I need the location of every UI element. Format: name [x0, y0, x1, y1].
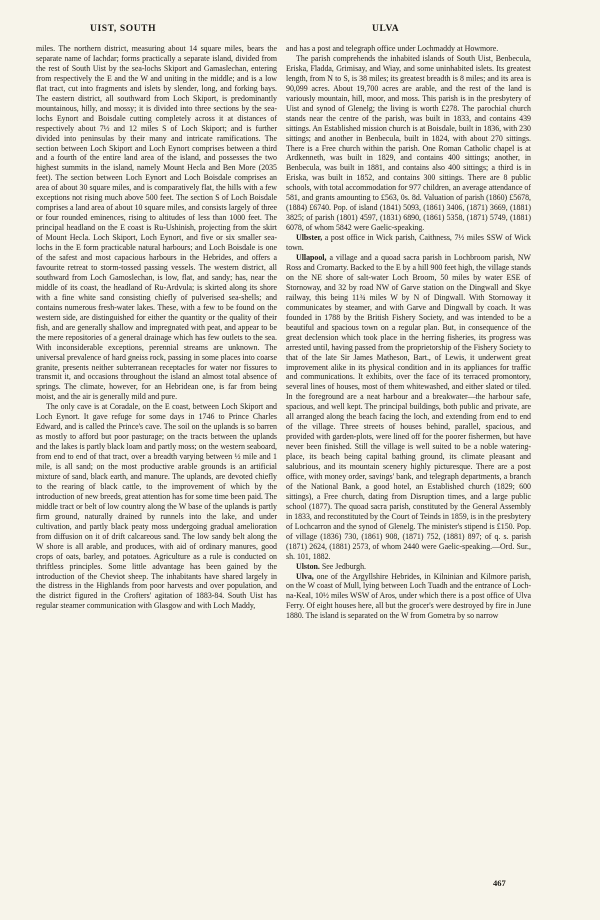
running-head-right: ULVA — [372, 24, 400, 34]
entry-ullapool — [286, 253, 531, 562]
entry-ulbster — [286, 233, 531, 253]
entry-ulston-headword: Ulston. — [296, 561, 320, 571]
page-number: 467 — [493, 878, 506, 888]
uist-continuation: and has a post and telegraph office under Lochmaddy at Howmore. — [286, 44, 499, 53]
entry-ulston-text: See Jedburgh. — [319, 561, 367, 571]
left-column — [36, 44, 277, 611]
uist-paragraph-2: The only cave is at Coradale, on the E coast, between Loch Skiport and Loch Eynort. It gave refuge for some days in 1746 to Prince Charles Edward, and is called the Prince's cave. The soil on the uplands is so barren as mostly to afford but poor pasturage; on the tracts between the uplands and the lakes is partly black loam and partly moss; on the western seaboard, from end to end of that tract, over a breadth varying between ½ mile and 1 mile, is all sand; on the most productive arable grounds is an artificial mixture of sand, black earth, and manure. The uplands, are devoted chiefly to the rearing of black cattle, to the improvement of which by the introduction of new breeds, great attention has for some time been paid. The middle tract or belt of low country along the W base of the uplands is partly firm ground, naturally drained by runnels into the lake, and under cultivation, and partly black peaty moss undergoing gradual amelioration from diffusion on it of drift calcareous sand. The low sandy belt along the W shore is all arable, and produces, with aid of ordinary manures, good crops of oats, barley, and potatoes. Agriculture as a rule is conducted on thriftless principles. Some little advantage has been gained by the introduction of the Cheviot sheep. The inhabitants have shared largely in the distress in the Highlands from poor harvests and over population, and the district figured in the Crofters' agitation of 1883-84. South Uist has regular steamer communication with Glasgow and with Loch Maddy, — [36, 402, 277, 611]
running-head-left: UIST, SOUTH — [90, 24, 157, 34]
entry-ullapool-text: a village and a quoad sacra parish in Lochbroom parish, NW Ross and Cromarty. Backed to the E by a hill 900 feet high, the village stands on the NE shore of salt-water Loch Broom, 50 miles by water ESE of Stornoway, and 32 by road NW of Garve station on the Dingwall and Skye railway, this being 11¾ miles W by N of Dingwall. With Stornoway it communicates by steamer, and with Garve and Dingwall by coach. It was founded in 1788 by the British Fishery Society, and was intended to be a beautiful and spacious town on a regular plan. But, in consequence of the great declension which took place in the herring fisheries, its progress was arrested until, having passed from the proprietorship of the Fishery Society to that of the late Sir James Matheson, Bart., of Lewis, it underwent great improvement alike in its physical condition and in its appliances for traffic and communications. It exhibits, over the face of its terraced promontory, several lines of houses, most of them whitewashed, and either slated or tiled. In the foreground are a neat harbour and a breakwater—the harbour safe, spacious, and well kept. The principal buildings, both public and private, are all arranged along the beach facing the loch, and extending from end to end of the village. Three streets of houses behind, parallel, spacious, and provided with garden-plots, were lined off for the poorer fishermen, but have never been finished. Still the village is well suited to be a noble watering-place, its beach being capital bathing ground, its climate pleasant and salubrious, and its mountain scenery highly picturesque. There are a post office, with money order, savings' bank, and telegraph departments, a branch of the National Bank, a good hotel, an Established church (1829; 600 sittings), a Free church, dating from Disruption times, and a large public school (1877). The quoad sacra parish, constituted by the General Assembly in 1833, and reconstituted by the Court of Teinds in 1859, is in the presbytery of Lochcarron and the synod of Glenelg. The minister's stipend is £150. Pop. of village (1836) 730, (1861) 908, (1871) 752, (1881) 897; of q. s. parish (1871) 2624, (1881) 2573, of whom 2440 were Gaelic-speaking.—Ord. Sur., sh. 101, 1882. — [286, 253, 531, 561]
entry-ulston — [286, 562, 531, 572]
uist-parish-paragraph: The parish comprehends the inhabited islands of South Uist, Benbecula, Eriska, Fladda, Grimisay, and Wiay, and some uninhabited islets. Its greatest length, from N to S, is 38 miles; its greatest breadth is 8 miles; and its area is 90,099 acres. About 19,700 acres are arable, and the rest of the land is variously mountain, hill, moor, and moss. This parish is in the presbytery of Uist and synod of Glenelg; the living is worth £278. The parochial church stands near the centre of the parish, was built in 1833, and contains 439 sittings. An Established mission church is at Boisdale, built in 1836, with 230 sittings; and another in Benbecula, built in 1824, with about 270 sittings. There is a Free church within the parish. One Roman Catholic chapel is at Ardkenneth, was built in 1829, and contains 400 sittings; another, in Benbecula, was built in 1881, and contains also 400 sittings; a third is in Eriska, was built in 1852, and contains 300 sittings. There are 8 public schools, with total accommodation for 977 children, an average attendance of 581, and grants amounting to £563, 0s. 8d. Valuation of parish (1860) £5678, (1884) £6740. Pop. of island (1841) 5093, (1861) 3406, (1871) 3669, (1881) 3825; of parish (1801) 4597, (1831) 6890, (1861) 5358, (1871) 5749, (1881) 6078, of whom 5842 were Gaelic-speaking. — [286, 53, 531, 233]
entry-ulbster-text: a post office in Wick parish, Caithness, 7½ miles SSW of Wick town. — [286, 233, 531, 253]
entry-ulbster-headword: Ulbster, — [296, 233, 323, 243]
running-head — [36, 24, 564, 38]
right-column — [286, 44, 531, 621]
entry-ulva — [286, 572, 531, 622]
entry-ullapool-headword: Ullapool, — [296, 253, 327, 263]
entry-ulva-headword: Ulva, — [296, 571, 314, 581]
entry-ulva-text: one of the Argyllshire Hebrides, in Kilninian and Kilmore parish, on the W coast of Mull, lying between Loch Tuadh and the entrance of Loch-na-Keal, 10½ miles WSW of Aros, under which there is a post office of Ulva Ferry. Of eight houses here, all but the grocer's were destroyed by fire in June 1880. The island is separated on the W from Gometra by so narrow — [286, 571, 532, 621]
uist-paragraph-1: miles. The northern district, measuring about 14 square miles, bears the separate name of Iachdar; forms practically a separate island, divided from the rest of South Uist by the sea-lochs Skiport and Gamaslechan, entering from respectively the E and the W and uniting in the middle; and is a low flat tract, cut into fragments and islets by slender, long, and forking bays. The eastern district, all southward from Loch Skiport, is predominantly mountainous, hilly, and mossy; it is divided into three sections by the sea-lochs Eynort and Boisdale cutting completely across it at distances of respectively about 7½ and 12 miles S of Loch Skiport; and is further divided into peninsulas by their many and intricate ramifications. The section between Loch Skiport and Loch Eynort comprises between a third and a fourth of the entire land area of the island, and possesses the two highest summits in the island, namely Mount Hecla and Ben More (2035 feet). The section between Loch Eynort and Loch Boisdale comprises an area of about 30 square miles, and is comparatively flat, the hills with a few exceptions not rising much above 500 feet. The section S of Loch Boisdale comprises a land area of about 10 square miles, and consists largely of three or four rounded eminences, rising to altitudes of less than 1000 feet. The principal headland on the E coast is Ru-Ushinish, projecting from the skirt of Mount Hecla. Loch Skiport, Loch Eynort, and five or six smaller sea-lochs in the E form practicable natural harbours; and Loch Boisdale is one of the safest and most capacious harbours in the Hebrides, and offers a favourite retreat to storm-tossed passing vessels. The western district, all southward from Loch Gamoslechan, is low, flat, and sandy; has, near the middle of its coast, the headland of Ru-Ardvula; is skirted along its shore with a fine white sand consisting chiefly of pulverised sea-shells; and contains numerous fresh-water lakes. These, with a few to be found on the western side, are distinguished for either the quantity or the quality of their fish, and are generally shallow and impregnated with peat, and appear to be the mere repositories of a general drainage which has few outlets to the sea. With inconsiderable exceptions, perennial streams are unknown. The universal prevalence of hard gneiss rock, passing in some places into coarse granite, presents neither subterranean receptacles for water nor fissures to transmit it, and occasions throughout the island an almost total absence of springs. The climate, however, for an Hebridean one, is far from being moist, and the air is generally mild and pure. — [36, 44, 277, 402]
